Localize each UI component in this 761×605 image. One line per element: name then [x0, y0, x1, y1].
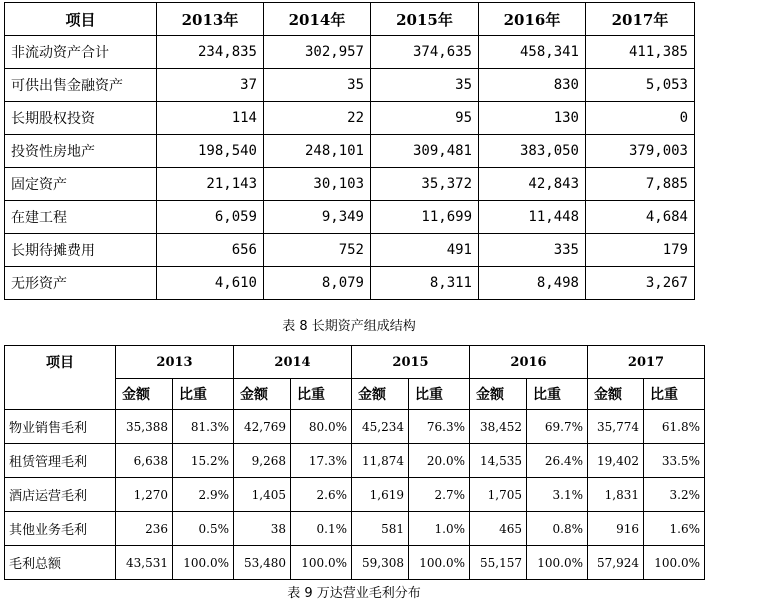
row-label: 投资性房地产: [5, 135, 157, 168]
table-row: [5, 234, 695, 267]
table-caption: 表 9 万达营业毛利分布: [287, 586, 421, 601]
table-cell: 8,311: [371, 267, 479, 300]
table-cell: 1.0%: [409, 512, 470, 546]
year-header: 2013: [116, 346, 234, 379]
table-row: [5, 444, 705, 478]
table-cell: 26.4%: [527, 444, 588, 478]
table-cell: 0: [586, 102, 695, 135]
table-cell: 57,924: [588, 546, 644, 580]
column-header: 2013年: [157, 3, 264, 36]
table-cell: 9,268: [234, 444, 291, 478]
table-row: [5, 69, 695, 102]
ratio-header: 比重: [527, 379, 588, 410]
table-row: [5, 201, 695, 234]
table-cell: 35: [264, 69, 371, 102]
table-cell: 11,448: [479, 201, 586, 234]
table-cell: 916: [588, 512, 644, 546]
table-cell: 100.0%: [409, 546, 470, 580]
table-cell: 411,385: [586, 36, 695, 69]
row-label: 酒店运营毛利: [5, 478, 116, 512]
table-cell: 81.3%: [173, 410, 234, 444]
amount-header: 金额: [352, 379, 409, 410]
table-cell: 6,638: [116, 444, 173, 478]
table-cell: 752: [264, 234, 371, 267]
table-year-row: [5, 346, 705, 379]
row-label: 在建工程: [5, 201, 157, 234]
amount-header: 金额: [470, 379, 527, 410]
column-header: 2016年: [479, 3, 586, 36]
table-cell: 4,610: [157, 267, 264, 300]
table-cell: 55,157: [470, 546, 527, 580]
table-cell: 35: [371, 69, 479, 102]
table-row: [5, 478, 705, 512]
table-cell: 35,388: [116, 410, 173, 444]
table-cell: 1,270: [116, 478, 173, 512]
table-row: [5, 102, 695, 135]
table-cell: 37: [157, 69, 264, 102]
table-cell: 248,101: [264, 135, 371, 168]
table-cell: 198,540: [157, 135, 264, 168]
table-cell: 2.7%: [409, 478, 470, 512]
table-cell: 2.9%: [173, 478, 234, 512]
table-cell: 491: [371, 234, 479, 267]
table-cell: 30,103: [264, 168, 371, 201]
table-cell: 42,769: [234, 410, 291, 444]
table-cell: 19,402: [588, 444, 644, 478]
amount-header: 金额: [234, 379, 291, 410]
table-cell: 53,480: [234, 546, 291, 580]
table-cell: 3,267: [586, 267, 695, 300]
table-row: [5, 512, 705, 546]
table-cell: 100.0%: [291, 546, 352, 580]
table-cell: 100.0%: [644, 546, 705, 580]
ratio-header: 比重: [644, 379, 705, 410]
table-row: [5, 267, 695, 300]
table-cell: 15.2%: [173, 444, 234, 478]
table-cell: 42,843: [479, 168, 586, 201]
table-cell: 4,684: [586, 201, 695, 234]
table-cell: 33.5%: [644, 444, 705, 478]
table-cell: 45,234: [352, 410, 409, 444]
table-cell: 1,405: [234, 478, 291, 512]
table-cell: 0.8%: [527, 512, 588, 546]
row-label: 其他业务毛利: [5, 512, 116, 546]
table-cell: 35,372: [371, 168, 479, 201]
table-header-row: [5, 3, 695, 36]
table-cell: 8,079: [264, 267, 371, 300]
table-cell: 100.0%: [527, 546, 588, 580]
table-cell: 114: [157, 102, 264, 135]
table-cell: 95: [371, 102, 479, 135]
table-cell: 61.8%: [644, 410, 705, 444]
table-cell: 8,498: [479, 267, 586, 300]
table-cell: 80.0%: [291, 410, 352, 444]
table-cell: 0.1%: [291, 512, 352, 546]
ratio-header: 比重: [173, 379, 234, 410]
gross-profit-table: [4, 345, 705, 580]
table-cell: 374,635: [371, 36, 479, 69]
table-cell: 1,831: [588, 478, 644, 512]
table-cell: 302,957: [264, 36, 371, 69]
table-cell: 20.0%: [409, 444, 470, 478]
table-row: [5, 168, 695, 201]
ratio-header: 比重: [291, 379, 352, 410]
table-cell: 17.3%: [291, 444, 352, 478]
table-cell: 9,349: [264, 201, 371, 234]
table-cell: 59,308: [352, 546, 409, 580]
table-cell: 234,835: [157, 36, 264, 69]
amount-header: 金额: [116, 379, 173, 410]
table-cell: 335: [479, 234, 586, 267]
table-cell: 1,705: [470, 478, 527, 512]
table-cell: 6,059: [157, 201, 264, 234]
table-cell: 35,774: [588, 410, 644, 444]
row-label: 租赁管理毛利: [5, 444, 116, 478]
row-label: 物业销售毛利: [5, 410, 116, 444]
table-cell: 383,050: [479, 135, 586, 168]
table-cell: 38: [234, 512, 291, 546]
table-cell: 379,003: [586, 135, 695, 168]
row-label: 毛利总额: [5, 546, 116, 580]
table-cell: 656: [157, 234, 264, 267]
long-term-assets-table: [4, 2, 695, 300]
table-row: [5, 410, 705, 444]
amount-header: 金额: [588, 379, 644, 410]
row-label: 长期股权投资: [5, 102, 157, 135]
table-row: [5, 546, 705, 580]
table-cell: 2.6%: [291, 478, 352, 512]
table-row: [5, 135, 695, 168]
table-row: [5, 36, 695, 69]
table-cell: 1.6%: [644, 512, 705, 546]
column-header: 2015年: [371, 3, 479, 36]
year-header: 2015: [352, 346, 470, 379]
row-label: 无形资产: [5, 267, 157, 300]
table-cell: 581: [352, 512, 409, 546]
table-cell: 5,053: [586, 69, 695, 102]
table-cell: 69.7%: [527, 410, 588, 444]
column-header: 2017年: [586, 3, 695, 36]
table-cell: 38,452: [470, 410, 527, 444]
table-cell: 458,341: [479, 36, 586, 69]
column-header: 项目: [5, 3, 157, 36]
table-cell: 236: [116, 512, 173, 546]
table-caption: 表 8 长期资产组成结构: [282, 319, 416, 334]
year-header: 2017: [588, 346, 705, 379]
row-label: 非流动资产合计: [5, 36, 157, 69]
table-cell: 130: [479, 102, 586, 135]
row-label: 固定资产: [5, 168, 157, 201]
corner-header: 项目: [5, 346, 116, 410]
table-cell: 1,619: [352, 478, 409, 512]
table-cell: 21,143: [157, 168, 264, 201]
table-cell: 22: [264, 102, 371, 135]
table-cell: 830: [479, 69, 586, 102]
column-header: 2014年: [264, 3, 371, 36]
table-cell: 100.0%: [173, 546, 234, 580]
table-cell: 11,874: [352, 444, 409, 478]
table-cell: 465: [470, 512, 527, 546]
table-cell: 3.2%: [644, 478, 705, 512]
table-cell: 179: [586, 234, 695, 267]
table-cell: 0.5%: [173, 512, 234, 546]
table-cell: 7,885: [586, 168, 695, 201]
table-cell: 11,699: [371, 201, 479, 234]
ratio-header: 比重: [409, 379, 470, 410]
table-cell: 3.1%: [527, 478, 588, 512]
year-header: 2014: [234, 346, 352, 379]
row-label: 可供出售金融资产: [5, 69, 157, 102]
row-label: 长期待摊费用: [5, 234, 157, 267]
table-cell: 14,535: [470, 444, 527, 478]
year-header: 2016: [470, 346, 588, 379]
table-cell: 43,531: [116, 546, 173, 580]
table-cell: 309,481: [371, 135, 479, 168]
table-cell: 76.3%: [409, 410, 470, 444]
